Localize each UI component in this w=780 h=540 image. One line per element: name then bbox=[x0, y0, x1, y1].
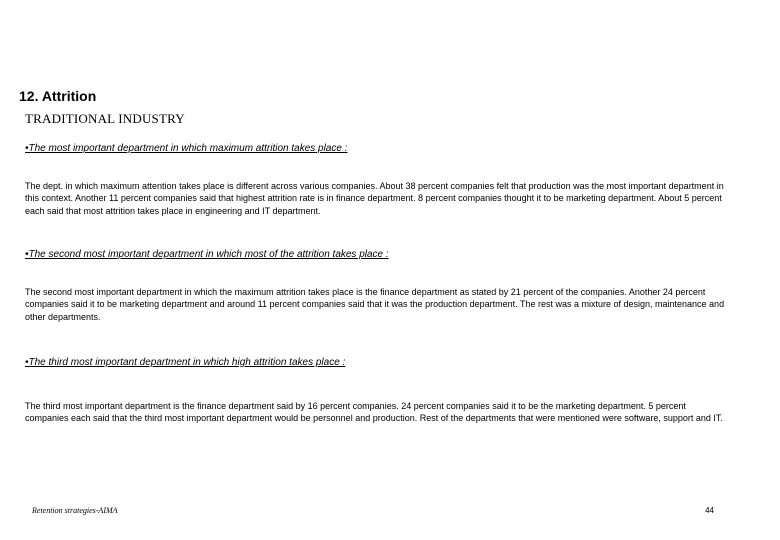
page-number: 44 bbox=[705, 506, 714, 515]
section-2-heading: •The second most important department in which most of the attrition takes place : bbox=[25, 249, 389, 260]
slide-title: 12. Attrition bbox=[19, 88, 97, 104]
section-1-body: The dept. in which maximum attention takes place is different across various companies. About 38 percent companies felt that production was the most important department in this context. Another 11 percent companies said that highest attrition rate is in finance department. 8 percent companies thought it to be marketing department. About 5 percent each said that most attrition takes place in engineering and IT department. bbox=[25, 181, 724, 216]
section-3-body: The third most important department is the finance department said by 16 percent companies. 24 percent companies said it to be the marketing department. 5 percent companies each said that the third most important department would be personnel and production. Rest of the departments that were mentioned were software, support and IT. bbox=[25, 401, 723, 424]
slide-subtitle: TRADITIONAL INDUSTRY bbox=[25, 111, 185, 126]
section-2-body: The second most important department in which the maximum attrition takes place is the finance department as stated by 21 percent of the companies. Another 24 percent companies said it to be marketing department and around 11 percent companies said that it was the production department. The rest was a mixture of design, maintenance and other departments. bbox=[25, 287, 725, 322]
section-3-heading: •The third most important department in which high attrition takes place : bbox=[25, 357, 346, 368]
section-1-heading: •The most important department in which maximum attrition takes place : bbox=[25, 143, 348, 154]
footer-source: Retention strategies-AIMA bbox=[32, 506, 118, 515]
